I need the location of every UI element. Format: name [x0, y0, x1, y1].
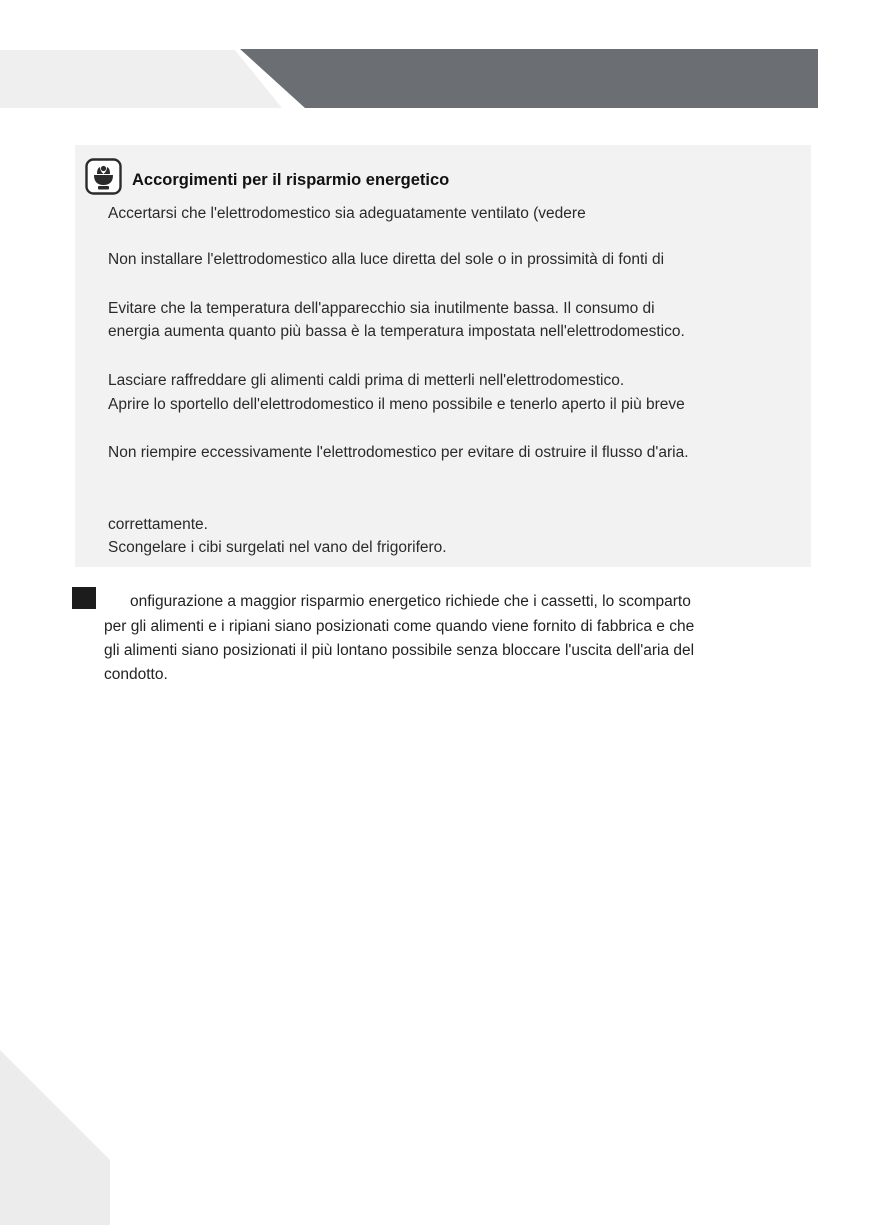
- tip-line: correttamente.: [108, 516, 208, 533]
- tip-line: energia aumenta quanto più bassa è la temperatura impostata nell'elettrodomestico.: [108, 323, 685, 340]
- header-light-tab: [0, 50, 282, 108]
- bullet-square: [72, 587, 96, 609]
- note-line: condotto.: [104, 666, 168, 683]
- header-dark-bar: [240, 49, 818, 108]
- note-line: onfigurazione a maggior risparmio energetico richiede che i cassetti, lo scomparto: [130, 593, 691, 610]
- note-line: gli alimenti siano posizionati il più lontano possibile senza bloccare l'uscita dell'aria del: [104, 642, 695, 659]
- tip-line: Lasciare raffreddare gli alimenti caldi prima di metterli nell'elettrodomestico.: [108, 372, 625, 389]
- tip-line: Accertarsi che l'elettrodomestico sia adeguatamente ventilato (vedere: [108, 205, 586, 222]
- energy-saving-tips-box: [75, 145, 811, 567]
- tip-line: Non riempire eccessivamente l'elettrodomestico per evitare di ostruire il flusso d'aria.: [108, 444, 689, 461]
- tip-line: Scongelare i cibi surgelati nel vano del frigorifero.: [108, 539, 447, 556]
- page-header-bar: [0, 0, 873, 115]
- tip-line: Evitare che la temperatura dell'apparecchio sia inutilmente bassa. Il consumo di: [108, 300, 655, 317]
- note-line: per gli alimenti e i ripiani siano posizionati come quando viene fornito di fabbrica e che: [104, 618, 695, 635]
- tips-title: Accorgimenti per il risparmio energetico: [132, 171, 450, 189]
- page-corner-decoration: [0, 1050, 115, 1225]
- tip-line: Non installare l'elettrodomestico alla luce diretta del sole o in prossimità di fonti di: [108, 251, 665, 268]
- tip-line: Aprire lo sportello dell'elettrodomestico il meno possibile e tenerlo aperto il più breve: [108, 396, 685, 413]
- eco-hand-icon: [85, 158, 122, 195]
